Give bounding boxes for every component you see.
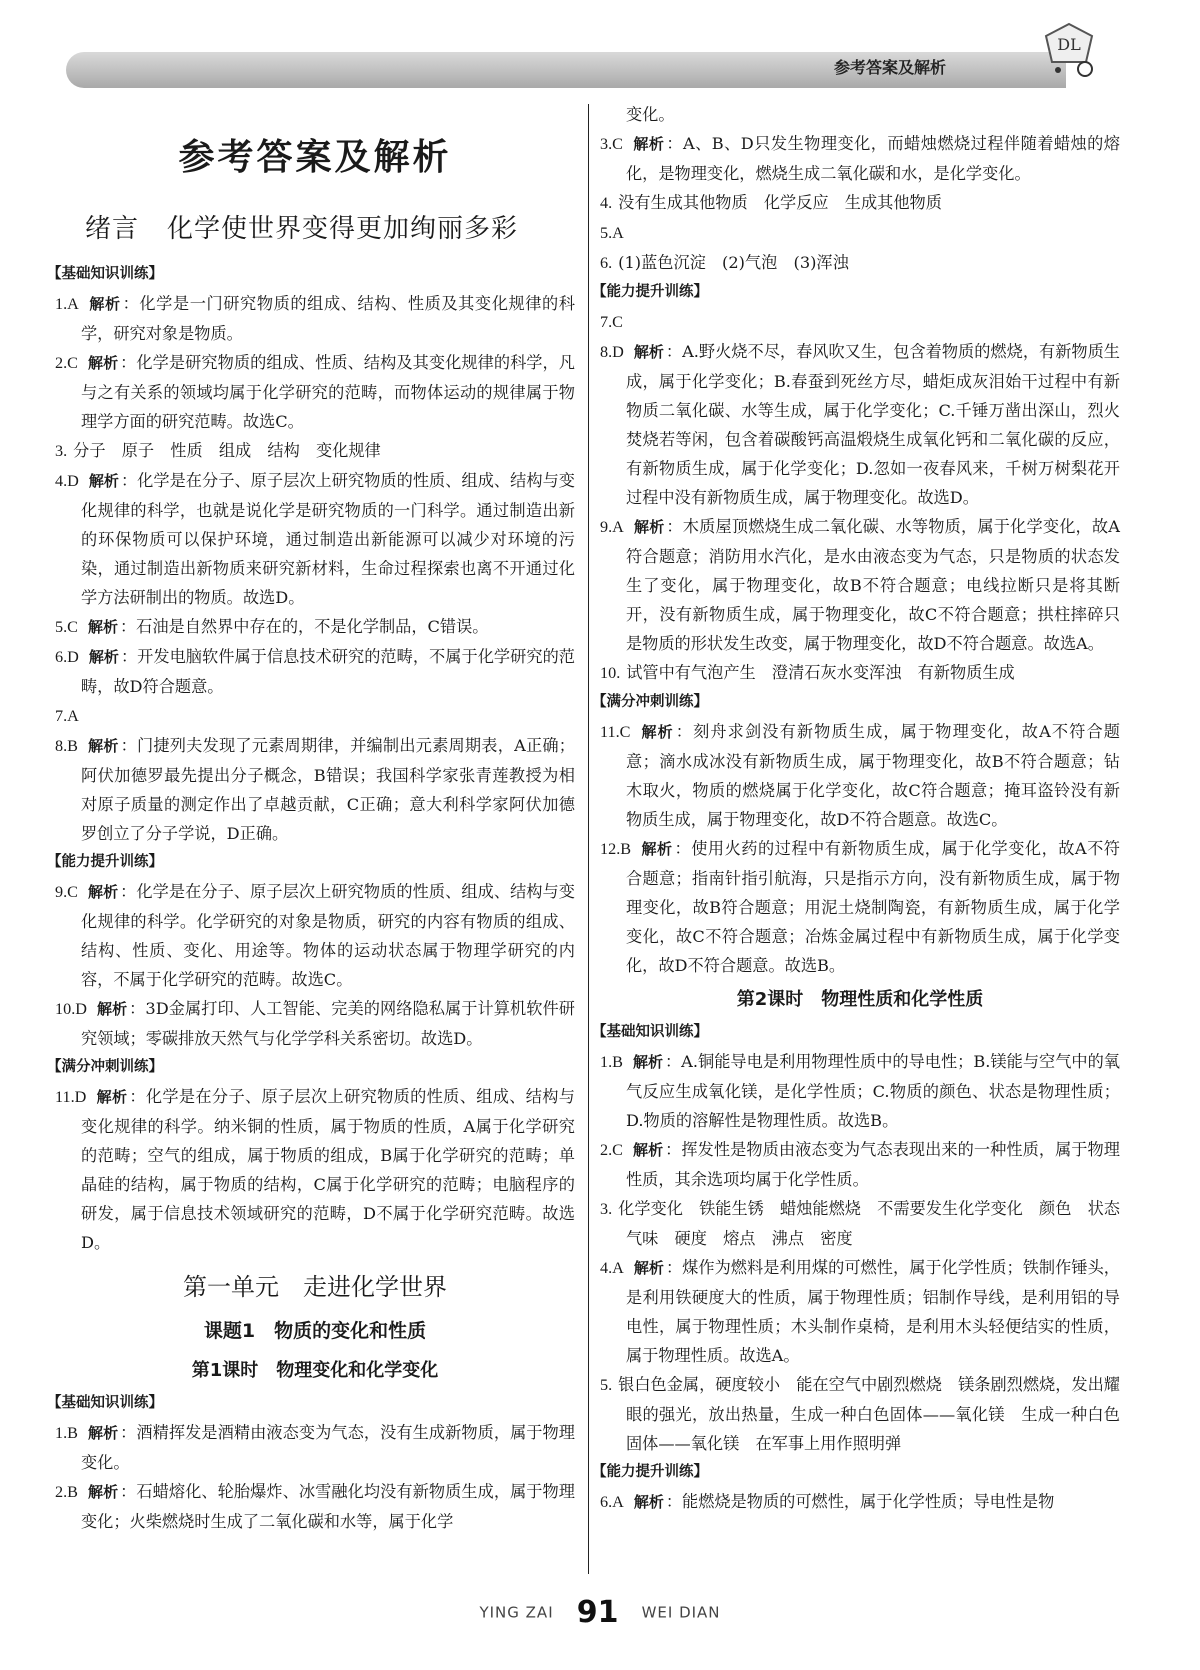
answer-item [55,731,575,848]
answer-number: 1.B [55,1424,78,1442]
answer-text: ：石油是自然界中存在的，不是化学制品，C错误。 [119,617,489,636]
answer-item [55,642,575,701]
answer-item [600,129,1120,188]
analysis-label: 解析 [87,618,118,636]
answer-item [55,348,575,436]
answer-text: 分子 原子 性质 组成 结构 变化规律 [73,441,381,460]
logo-text: DL [1057,35,1081,54]
answer-text: ：A、B、D只发生物理变化，而蜡烛燃烧过程伴随着蜡烛的熔化，是物理变化，燃烧生成二氧化碳和水，是化学变化。 [626,134,1120,183]
answer-item [55,877,575,994]
answer-item [600,834,1120,980]
analysis-label: 解析 [87,1483,119,1501]
right-full-list [600,717,1120,980]
answer-text: ：石蜡熔化、轮胎爆炸、冰雪融化均没有新物质生成，属于物理变化；火柴燃烧时生成了二氧化碳和水等，属于化学 [81,1482,575,1531]
analysis-label: 解析 [633,518,665,536]
answer-number: 4.D [55,472,79,490]
analysis-label: 解析 [632,1053,663,1071]
right-column [592,100,1137,1517]
answer-number: 2.B [55,1483,78,1501]
answer-number: 7.C [600,313,623,331]
answer-number: 8.D [600,343,624,361]
answer-number: 11.C [600,723,631,741]
page-number: 91 [576,1595,619,1630]
answer-item [600,1370,1120,1458]
answer-item [600,188,1120,218]
answer-text: ：化学是一门研究物质的组成、结构、性质及其变化规律的科学，研究对象是物质。 [81,294,575,343]
analysis-label: 解析 [88,472,119,490]
section-ability: 【能力提升训练】 [47,854,163,870]
answer-item [55,466,575,612]
answer-text: ：化学是在分子、原子层次上研究物质的性质、组成、结构与变化规律的科学，也就是说化学是研究物质的一门科学。通过制造出新的环保物质可以保护环境，通过制造出新能源可以减少对环境的污染，通过制造出新物质来研究新材料，生命过程探索也离不开通过化学方法研制出的物质。故选D。 [81,471,575,607]
answer-item [600,248,1120,278]
analysis-label: 解析 [87,354,119,372]
answer-text: 化学变化 铁能生锈 蜡烛能燃烧 不需要发生化学变化 颜色 状态 气味 硬度 熔点 沸点 密度 [618,1199,1137,1248]
analysis-label: 解析 [87,883,119,901]
analysis-label: 解析 [633,343,664,361]
answer-item [600,717,1120,834]
logo-badge [1040,22,1098,80]
left-basic-list [55,289,575,848]
answer-text: ：挥发性是物质由液态变为气态表现出来的一种性质，属于物理性质，其余选项均属于化学性质。 [626,1140,1120,1189]
answer-number: 8.B [55,737,78,755]
answer-item [55,612,575,642]
answer-text: ：化学是在分子、原子层次上研究物质的性质、组成、结构与变化规律的科学。化学研究的对象是物质，研究的内容有物质的组成、结构、性质、变化、用途等。物体的运动状态属于物理学研究的内容，不属于化学研究的范畴。故选C。 [81,882,575,989]
answer-item [600,1047,1120,1135]
answer-text: ：门捷列夫发现了元素周期律，并编制出元素周期表，A正确；阿伏加德罗最先提出分子概念，B错误；我国科学家张青莲教授为相对原子质量的测定作出了卓越贡献，C正确；意大利科学家阿伏加德罗创立了分子学说，D正确。 [81,736,575,843]
answer-item [600,512,1120,658]
answer-text: 试管中有气泡产生 澄清石灰水变浑浊 有新物质生成 [626,663,1015,682]
answer-item [600,1253,1120,1370]
answer-number: 10.D [55,1000,87,1018]
section-basic-lesson1: 【基础知识训练】 [47,1395,163,1411]
answer-text: ：使用火药的过程中有新物质生成，属于化学变化，故A不符合题意；指南针指引航海，只是指示方向，没有新物质生成，属于物理变化，故B符合题意；用泥土烧制陶瓷，有新物质生成，属于化学变化，故C不符合题意；冶炼金属过程中有新物质生成，属于化学变化，故D不符合题意。故选B。 [626,839,1120,975]
section-full: 【满分冲刺训练】 [47,1059,163,1075]
answer-number: 3.C [600,135,623,153]
analysis-label: 解析 [88,648,119,666]
analysis-label: 解析 [640,723,674,741]
answer-number: 6. [600,254,613,272]
analysis-label: 解析 [88,295,121,313]
answer-number: 9.A [600,518,624,536]
lesson2-ability-list [600,1487,1120,1517]
analysis-label: 解析 [632,1141,664,1159]
answer-text: ：A.铜能导电是利用物理性质中的导电性；B.镁能与空气中的氧气反应生成氧化镁，是化学性质；C.物质的颜色、状态是物理性质；D.物质的溶解性是物理性质。故选B。 [626,1052,1120,1130]
section-full-right: 【满分冲刺训练】 [592,694,708,710]
column-divider [588,104,589,1574]
answer-text: (1)蓝色沉淀 (2)气泡 (3)浑浊 [618,253,849,272]
answer-item [55,1477,575,1536]
right-ability-list [600,307,1120,688]
footer-right-text: WEI DIAN [641,1603,721,1622]
header-label: 参考答案及解析 [833,58,946,77]
answer-number: 1.A [55,295,79,313]
intro-prefix: 绪言 [85,214,140,244]
answer-number: 9.C [55,883,78,901]
answer-text: 没有生成其他物质 化学反应 生成其他物质 [618,193,942,212]
answer-number: 2.C [600,1141,623,1159]
answer-item [55,701,575,731]
answer-number: 5.C [55,618,78,636]
answer-item [600,1135,1120,1194]
answer-item [55,1082,575,1257]
answer-number: 4.A [600,1259,624,1277]
intro-title [85,210,575,248]
analysis-label: 解析 [87,737,119,755]
topic-title: 课题1 物质的变化和性质 [203,1320,427,1342]
analysis-label: 解析 [87,1424,119,1442]
page-title: 参考答案及解析 [178,137,452,178]
answer-text: ：化学是在分子、原子层次上研究物质的性质、组成、结构与变化规律的科学。纳米铜的性质，属于物质的性质，A属于化学研究的范畴；空气的组成，属于物质的组成，B属于化学研究的范畴；单晶硅的结构，属于物质的结构，C属于化学研究的范畴；电脑程序的研发，属于信息技术领域研究的范畴，D不属于化学研究范畴。故选D。 [81,1087,575,1252]
answer-text: ：煤作为燃料是利用煤的可燃性，属于化学性质；铁制作锤头，是利用铁硬度大的性质，属于物理性质；铝制作导线，是利用铝的导电性，属于物理性质；木头制作桌椅，是利用木头轻便结实的性质，属于物理性质。故选A。 [626,1258,1120,1365]
intro-heading: 化学使世界变得更加绚丽多彩 [167,214,519,244]
analysis-label: 解析 [633,1493,664,1511]
continued-text: 变化。 [626,105,675,124]
section-ability-right: 【能力提升训练】 [592,284,708,300]
answer-item [55,436,575,466]
answer-text: 银白色金属，硬度较小 能在空气中剧烈燃烧 镁条剧烈燃烧，发出耀眼的强光，放出热量，生成一种白色固体——氧化镁 生成一种白色固体——氧化镁 在军事上用作照明弹 [618,1375,1120,1453]
answer-number: 2.C [55,354,78,372]
answer-item [600,1487,1120,1517]
answer-text: ：化学是研究物质的组成、性质、结构及其变化规律的科学，凡与之有关系的领域均属于化学研究的范畴，而物体运动的规律属于物理学方面的研究范畴。故选C。 [81,353,575,431]
header-band [66,52,1066,88]
answer-item [600,337,1120,512]
analysis-label: 解析 [641,840,673,858]
unit-title: 第一单元 走进化学世界 [183,1273,447,1301]
answer-text: ：开发电脑软件属于信息技术研究的范畴，不属于化学研究的范畴，故D符合题意。 [81,647,575,696]
answer-item [600,218,1120,248]
answer-item [600,1194,1137,1253]
lesson2-basic-list [600,1047,1137,1458]
answer-number: 3. [600,1200,613,1218]
lesson1-basic-list [55,1418,575,1536]
answer-number: 3. [55,442,68,460]
answer-text: ：酒精挥发是酒精由液态变为气态，没有生成新物质，属于物理变化。 [81,1423,575,1472]
analysis-label: 解析 [96,1088,128,1106]
answer-number: 1.B [600,1053,623,1071]
answer-number: 5.A [600,224,624,242]
section-basic: 【基础知识训练】 [47,266,163,282]
answer-number: 6.A [600,1493,624,1511]
right-basic-list [600,129,1120,278]
answer-text: ：木质屋顶燃烧生成二氧化碳、水等物质，属于化学变化，故A符合题意；消防用水汽化，是水由液态变为气态，只是物质的状态发生了变化，属于物理变化，故B不符合题意；电线拉断只是将其断开，没有新物质生成，属于物理变化，故C不符合题意；拱柱摔碎只是物质的形状发生改变，属于物理变化，故D不符合题意。故选A。 [626,517,1120,653]
answer-text: ：A.野火烧不尽，春风吹又生，包含着物质的燃烧，有新物质生成，属于化学变化；B.春蚕到死丝方尽，蜡炬成灰泪始干过程中有新物质二氧化碳、水等生成，属于化学变化；C.千锤万凿出深山，烈火焚烧若等闲，包含着碳酸钙高温煅烧生成氧化钙和二氧化碳的反应，有新物质生成，属于化学变化；D.忽如一夜春风来，千树万树梨花开过程中没有新物质生成，属于物理变化。故选D。 [626,342,1120,507]
lesson2-title: 第2课时 物理性质和化学性质 [736,989,984,1010]
left-full-list [55,1082,575,1257]
answer-number: 6.D [55,648,79,666]
section-basic-lesson2: 【基础知识训练】 [592,1024,708,1040]
answer-item [600,307,1120,337]
analysis-label: 解析 [632,135,665,153]
answer-number: 5. [600,1376,613,1394]
answer-text: ：能燃烧是物质的可燃性，属于化学性质；导电性是物 [665,1492,1055,1511]
answer-number: 11.D [55,1088,87,1106]
analysis-label: 解析 [96,1000,128,1018]
answer-number: 4. [600,194,613,212]
answer-item [55,289,575,348]
answer-number: 7.A [55,707,79,725]
answer-text: ：3D金属打印、人工智能、完美的网络隐私属于计算机软件研究领域；零碳排放天然气与化学学科关系密切。故选D。 [81,999,575,1048]
lesson-title: 第1课时 物理变化和化学变化 [191,1360,439,1381]
left-ability-list [55,877,575,1053]
answer-text: ：刻舟求剑没有新物质生成，属于物理变化，故A不符合题意；滴水成冰没有新物质生成，属于物理变化，故B不符合题意；钻木取火，物质的燃烧属于化学变化，故C符合题意；掩耳盗铃没有新物质生成，属于物理变化，故D不符合题意。故选C。 [626,722,1120,829]
answer-number: 10. [600,664,621,682]
left-column [47,100,575,1536]
answer-number: 12.B [600,840,632,858]
page-footer [0,1595,1200,1630]
analysis-label: 解析 [633,1259,664,1277]
footer-left-text: YING ZAI [479,1603,554,1622]
answer-item [55,1418,575,1477]
answer-item [600,658,1120,688]
answer-item [55,994,575,1053]
section-ability-lesson2: 【能力提升训练】 [592,1464,708,1480]
